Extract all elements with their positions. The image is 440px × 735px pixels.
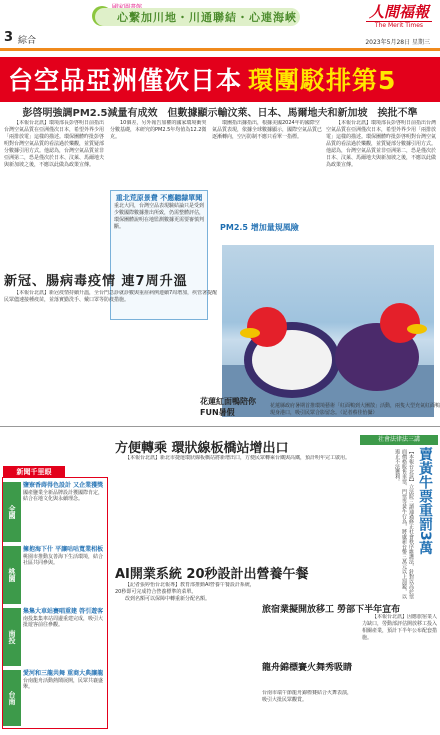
lead-box-title: 重北荒原景費 不應聽隸單聞 bbox=[115, 194, 203, 202]
covid-body bbox=[4, 290, 218, 420]
scalper-story bbox=[360, 435, 438, 600]
brief-title: 鹽寮香蒔得色設計 又企業獲獎 bbox=[23, 482, 104, 489]
photo-credit: 花蓮縣政府暑期首推環境藝術「紅面鴨到大團散」活動，兩隻大型充氣紅面鴨現身港口，吸引民眾合影留念。（記者蔡佳怡攝） bbox=[270, 403, 440, 416]
masthead bbox=[366, 4, 432, 29]
page-number: 3 bbox=[4, 30, 14, 45]
covid-paragraph: 【本報台北訊】新冠疫情持續升溫，全台門急診就診數與重症病例連續7周增加，疾管署提醒民眾儘速接種疫苗，並落實勤洗手、戴口罩等防疫措施。 bbox=[4, 290, 218, 303]
masthead-title: 人間福報 bbox=[368, 3, 429, 21]
lead-headline-accent: 環團駁排第5 bbox=[248, 66, 397, 95]
issue-date: 2023年5月28日 星期三 bbox=[365, 39, 430, 46]
page-header bbox=[0, 0, 440, 46]
lead-paragraph: 環團指出據指出，根據美國2024年的國際空氣品質表現，依據全球數據顯示，國際空氣品質已逐漸轉向，空污防制不應只看單一指標。 bbox=[212, 120, 322, 140]
scalper-body: 【本報台北訊】立法院三讀通過修正社會秩序維護法，針對以高於票面價格販售車票、門票等黃牛行為，將處新台幣三萬元以上罰鍰，以遏止不法獲利。 bbox=[394, 449, 414, 599]
lead-subsection-title: PM2.5 增加量規風險 bbox=[220, 223, 299, 232]
brief-text: 南投集集車站周邊重建完成，吸引大批遊客前往參觀。 bbox=[23, 616, 104, 628]
brief-item bbox=[23, 546, 107, 566]
brief-item bbox=[23, 482, 107, 502]
lead-column-1 bbox=[4, 120, 106, 268]
brief-title: 擁抱海下什 平讓咕咕寬業相板 bbox=[23, 546, 104, 553]
lead-column-4 bbox=[326, 120, 436, 242]
lead-paragraph: 【本報台北訊】環境部長彭啓明日前指出台灣空氣品質在亞洲僅次日本，希望外界少用「兩排放電」這樣的描述。環保團體昨批彭啓明對台灣空氣品質的看法過於樂觀，並質疑部分數據引用方式。他認為，台灣空氣品質並非亞洲第二，恐是僅次於日本、汶萊、馬爾地夫與新加坡之後，不應以此做為政策宣傳。 bbox=[4, 120, 105, 168]
brief-text: 國產鹽業全新品牌設計獲國際肯定，結合在地文化與永續理念。 bbox=[23, 490, 104, 502]
banner-text: 心繫加川地・川通聯結・心連海峽 bbox=[117, 11, 297, 24]
header-rule bbox=[0, 48, 440, 51]
region-label: 台南 bbox=[3, 670, 21, 726]
ai-lunch-headline: AI開業系統 20秒設計出營養午餐 bbox=[115, 567, 309, 582]
lead-box-text: 重北大同，台灣空品表現驗結論只是受到少數國際數據推出所致，仍需整體評估，環保團體說明在地監測數據更需要審慎判斷。 bbox=[114, 203, 205, 230]
ai-lunch-paragraph: 【記者張婷怡台北報導】教育部推動AI營養午餐設計系統，20秒即可完成符合營養標準的菜單。 bbox=[115, 582, 255, 595]
scalper-headline: 賣黃牛票重罰3萬 bbox=[417, 447, 433, 555]
masthead-subtitle: The Merit Times bbox=[366, 21, 432, 29]
brief-title: 愛河和三龍共舞 重商大典讓龍 bbox=[23, 670, 104, 677]
brief-item bbox=[23, 670, 107, 690]
header-banner bbox=[95, 8, 300, 26]
ai-lunch-paragraph: 改到名額可以保障中轉重新分配名額。 bbox=[125, 596, 211, 602]
news-briefs-box bbox=[2, 468, 108, 729]
lead-paragraph: 10個差，另外報告加權的國家環境衝突分數基礎，本研究的PM2.5年均值為12.2微克。 bbox=[110, 120, 207, 140]
brief-item bbox=[23, 608, 107, 628]
region-label: 南投 bbox=[3, 608, 21, 666]
tourism-body bbox=[362, 614, 438, 728]
transit-body bbox=[115, 455, 355, 555]
dragon-boat-paragraph: 台南市端午節龍舟錦標賽結合火舞表演，吸引大批民眾觀賞。 bbox=[262, 690, 353, 703]
covid-headline: 新冠、腸病毒疫情 連7周升溫 bbox=[4, 274, 188, 289]
lead-paragraph: 【本報台北訊】環境部長彭啓明日前指出台灣空氣品質在亞洲僅次日本，希望外界少用「兩排放電」這樣的描述。環保團體昨批彭啓明對台灣空氣品質的看法過於樂觀，並質疑部分數據引用方式。他認為，台灣空氣品質並非亞洲第二，恐是僅次於日本、汶萊、馬爾地夫與新加坡之後，不應以此做為政策宣傳。 bbox=[326, 120, 436, 168]
photo-caption: 花蓮紅面鴨陪你FUN暑假 bbox=[200, 397, 256, 417]
region-label: 全國 bbox=[3, 482, 21, 542]
column-label: 社會法律法三講 bbox=[360, 435, 438, 445]
lead-column-2 bbox=[110, 120, 208, 186]
dragon-boat-headline: 龍舟錦標賽火舞秀吸睛 bbox=[262, 663, 353, 673]
transit-paragraph: 【本報台北訊】新北市捷運環狀線板橋站將新增出口，方便民眾轉乘台鐵與高鐵，預計明年完工啟用。 bbox=[125, 455, 351, 461]
news-briefs-title: 新聞千里眼 bbox=[3, 466, 65, 478]
dragon-boat-body bbox=[262, 690, 356, 728]
lead-headline-banner bbox=[0, 57, 440, 102]
ai-lunch-body bbox=[115, 582, 255, 682]
tourism-headline: 旅宿業擬開放移工 勞部下半年宣布 bbox=[262, 605, 401, 615]
brief-text: 台南龍舟活動熱鬧展開，民眾共襄盛舉。 bbox=[23, 678, 104, 690]
duck-illustration bbox=[222, 245, 434, 417]
brief-title: 集集大車站賽唱重建 啓引遊客 bbox=[23, 608, 104, 615]
lead-column-3 bbox=[212, 120, 322, 220]
brief-text: 桃園市推動友善海下生活環境，結合社區共同參與。 bbox=[23, 554, 104, 566]
lead-headline-main: 台空品亞洲僅次日本 bbox=[8, 66, 243, 95]
tourism-paragraph: 【本報台北訊】因應旅宿業人力缺口，勞動部評估開放移工投入相關產業，預計下半年公布配套措施。 bbox=[362, 614, 438, 641]
lead-subhead: 彭啓明強調PM2.5減量有成效 但數據顯示輸汶萊、日本、馬爾地夫和新加坡 挨批不準 bbox=[22, 108, 418, 119]
section-divider bbox=[0, 426, 440, 427]
red-faced-duck-photo bbox=[222, 245, 434, 417]
section-label: 綜合 bbox=[18, 36, 37, 46]
transit-headline: 方便轉乘 環狀線板橋站增出口 bbox=[115, 441, 289, 456]
region-label: 桃園 bbox=[3, 546, 21, 604]
